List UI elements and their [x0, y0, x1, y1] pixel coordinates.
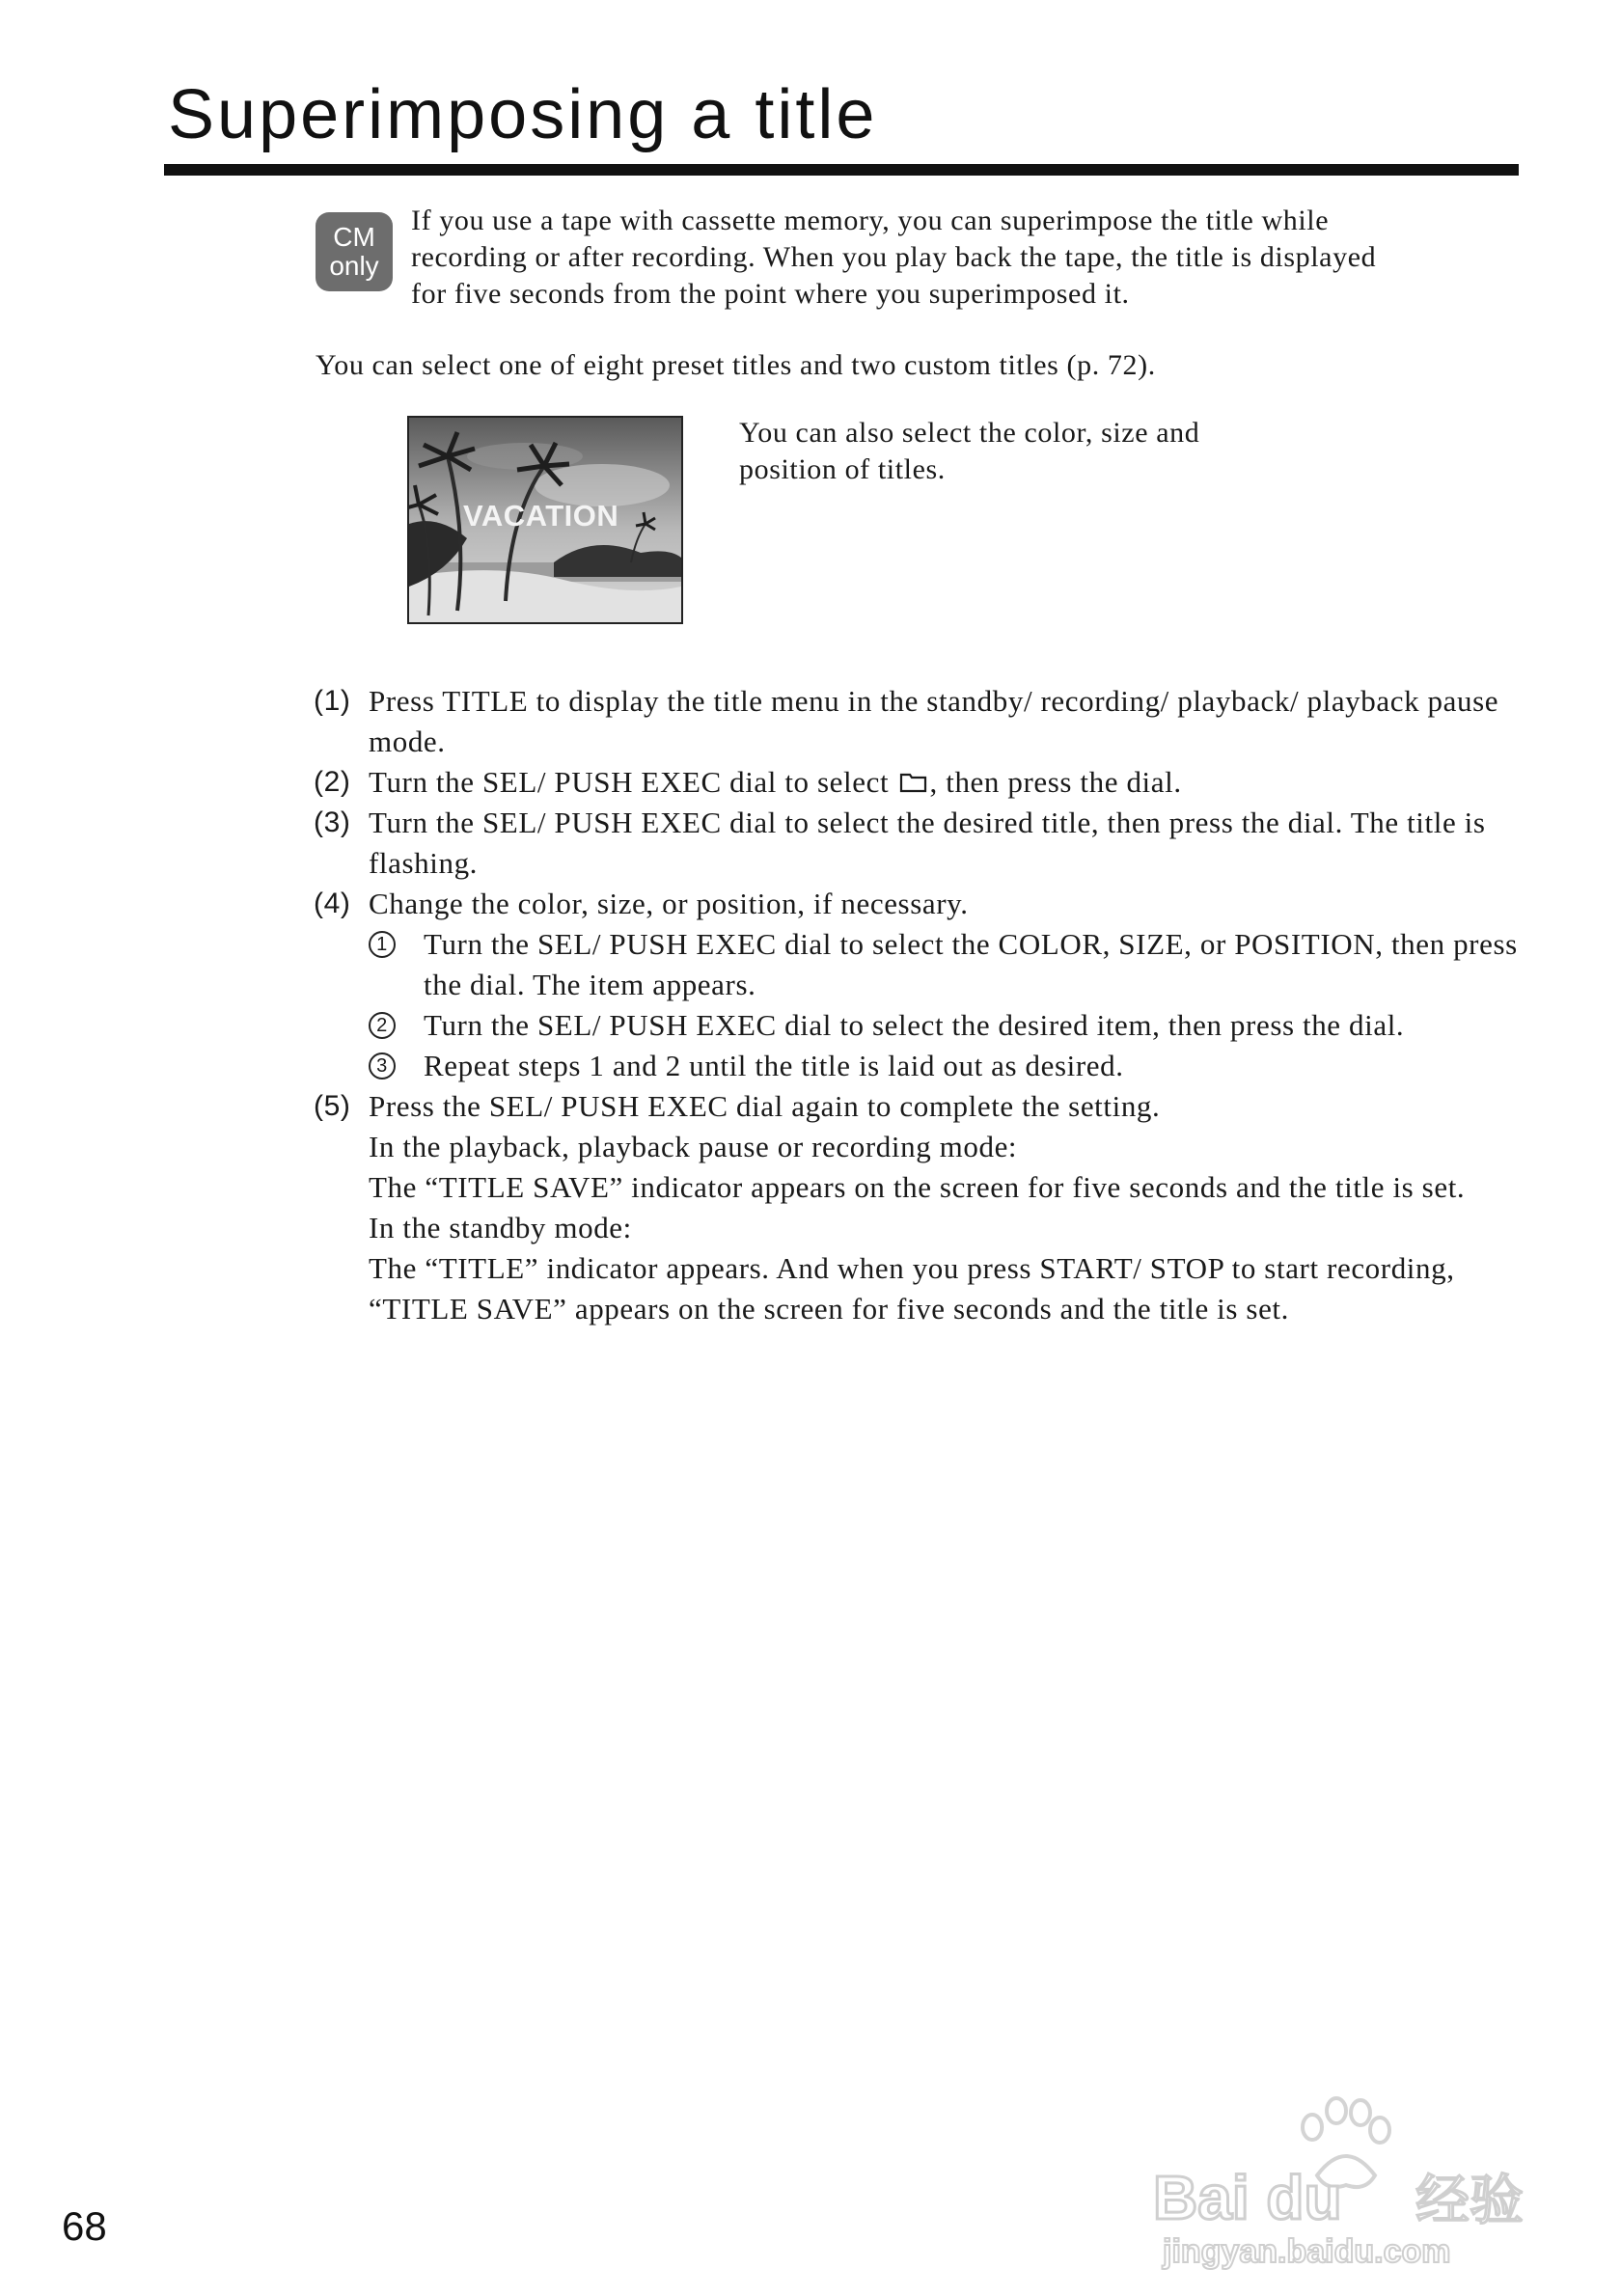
step-text: Turn the SEL/ PUSH EXEC dial to select [369, 765, 890, 799]
side-note-line: You can also select the color, size and [739, 417, 1200, 449]
steps-list [314, 681, 1529, 1329]
step-text: , then press the dial. [929, 765, 1182, 799]
vacation-title-overlay: VACATION [463, 499, 619, 533]
step-text: Press the SEL/ PUSH EXEC dial again to complete the setting. [369, 1089, 1161, 1123]
step-number: (1) [314, 685, 351, 717]
circled-number: 1 [369, 931, 396, 958]
step-note: The “TITLE” indicator appears. And when you press START/ STOP to start recording, “TITLE SAVE” appears on the screen for five seconds and the title is set. [369, 1251, 1455, 1326]
intro-paragraph [411, 203, 1521, 313]
step-text: Turn the SEL/ PUSH EXEC dial to select the desired title, then press the dial. The title is flashing. [369, 806, 1486, 880]
substep-text: Turn the SEL/ PUSH EXEC dial to select the COLOR, SIZE, or POSITION, then press the dial. The item appears. [424, 927, 1518, 1001]
watermark-service: 经验 [1415, 2170, 1524, 2232]
intro-line: recording or after recording. When you play back the tape, the title is displayed [411, 241, 1377, 273]
step-2 [314, 762, 1529, 803]
baidu-jingyan-watermark [1153, 2084, 1558, 2277]
badge-line-only: only [329, 251, 379, 281]
preset-titles-note: You can select one of eight preset titles and two custom titles (p. 72). [316, 349, 1156, 381]
circled-number: 3 [369, 1052, 396, 1080]
step-number: (2) [314, 766, 351, 798]
intro-line: for five seconds from the point where you superimposed it. [411, 278, 1130, 310]
side-note [739, 415, 1279, 488]
folder-icon [899, 771, 928, 794]
side-note-line: position of titles. [739, 453, 946, 485]
step-1 [314, 681, 1529, 762]
step-note: In the standby mode: [369, 1211, 632, 1244]
cm-only-badge [316, 212, 393, 291]
circled-number: 2 [369, 1012, 396, 1039]
page-number: 68 [62, 2203, 107, 2249]
substep-2 [369, 1005, 1529, 1046]
badge-line-cm: CM [333, 222, 375, 252]
step-number: (3) [314, 806, 351, 838]
step-text: Press TITLE to display the title menu in the standby/ recording/ playback/ playback pause mode. [369, 684, 1499, 758]
substep-3 [369, 1046, 1529, 1086]
step-number: (5) [314, 1090, 351, 1122]
step-4 [314, 884, 1529, 1086]
step-number: (4) [314, 888, 351, 919]
watermark-brand: Bai du [1153, 2163, 1342, 2232]
step-5 [314, 1086, 1529, 1329]
page-title: Superimposing a title [168, 76, 878, 153]
step-note: The “TITLE SAVE” indicator appears on the screen for five seconds and the title is set. [369, 1170, 1466, 1204]
step-text: Change the color, size, or position, if necessary. [369, 887, 969, 920]
title-rule [164, 164, 1519, 176]
step-note: In the playback, playback pause or recording mode: [369, 1130, 1018, 1163]
substep-text: Repeat steps 1 and 2 until the title is laid out as desired. [424, 1049, 1124, 1082]
title-example-photo [407, 416, 683, 624]
step-3 [314, 803, 1529, 884]
watermark-url: jingyan.baidu.com [1163, 2233, 1451, 2270]
substep-1 [369, 924, 1529, 1005]
substep-text: Turn the SEL/ PUSH EXEC dial to select the desired item, then press the dial. [424, 1008, 1405, 1042]
intro-line: If you use a tape with cassette memory, you can superimpose the title while [411, 205, 1330, 236]
